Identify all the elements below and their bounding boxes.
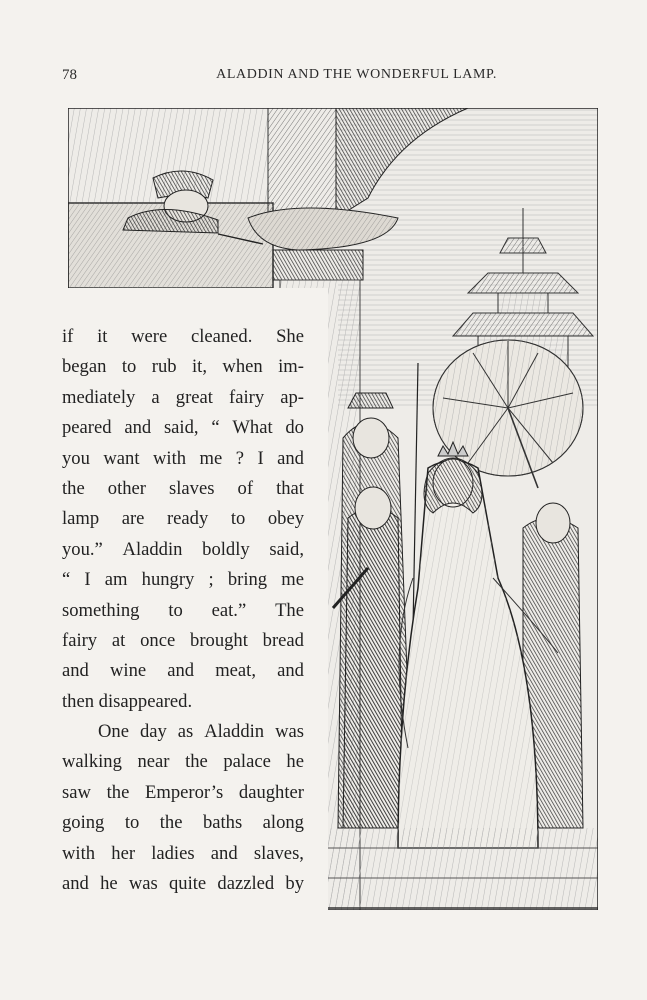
running-title: ALADDIN AND THE WONDERFUL LAMP. <box>216 67 497 82</box>
text-line: if it were cleaned. She <box>62 326 304 347</box>
text-line: and wine and meat, and <box>62 660 304 682</box>
text-line: with her ladies and slaves, <box>62 842 304 864</box>
text-line: began to rub it, when im- <box>62 356 304 378</box>
running-header <box>62 64 497 86</box>
text-line: One day as Aladdin was <box>98 721 304 743</box>
text-line: the other slaves of that <box>62 477 304 499</box>
text-line: “ I am hungry ; bring me <box>62 569 304 591</box>
text-line: something to eat.” The <box>62 599 304 621</box>
text-line: you want with me ? I and <box>62 447 304 469</box>
body-text <box>62 322 304 899</box>
text-line: mediately a great fairy ap- <box>62 386 304 408</box>
text-line: fairy at once brought bread <box>62 629 304 651</box>
text-line: you.” Aladdin boldly said, <box>62 538 304 560</box>
text-line: walking near the palace he <box>62 751 304 773</box>
text-line: lamp are ready to obey <box>62 508 304 530</box>
text-line: then disappeared. <box>62 690 193 712</box>
text-line: going to the baths along <box>62 812 304 834</box>
text-line: and he was quite dazzled by <box>62 873 304 895</box>
text-line: saw the Emperor’s daughter <box>62 781 304 803</box>
text-line: peared and said, “ What do <box>62 417 304 439</box>
page-number: 78 <box>62 66 77 83</box>
